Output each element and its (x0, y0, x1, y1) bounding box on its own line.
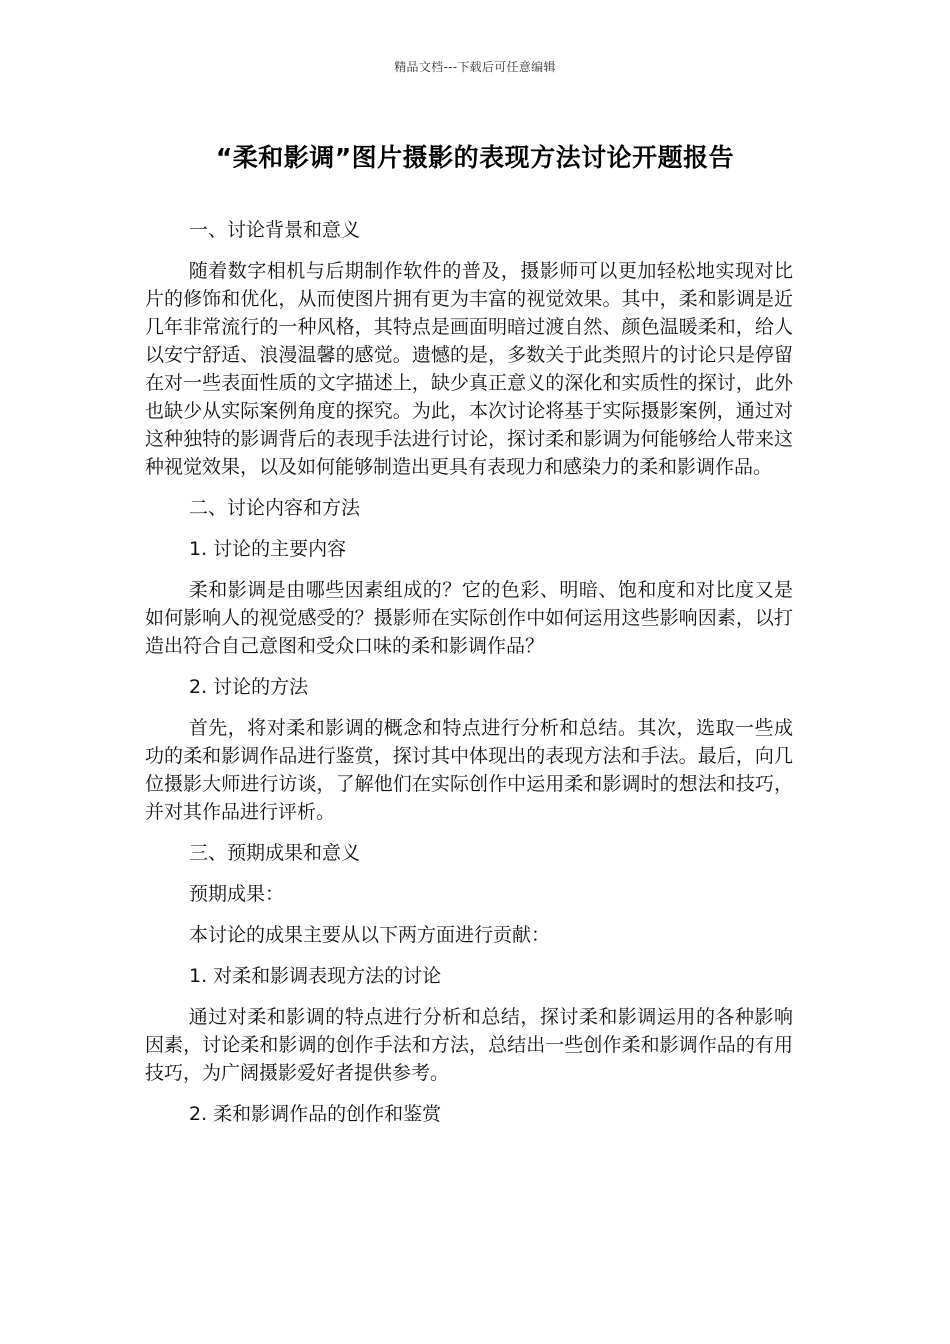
section-heading-3: 三、预期成果和意义 (189, 842, 361, 864)
section-heading-2: 二、讨论内容和方法 (189, 497, 361, 519)
subheading-3-1: 1. 对柔和影调表现方法的讨论 (189, 965, 442, 987)
document-body (145, 216, 793, 1141)
section-heading-1: 一、讨论背景和意义 (189, 219, 361, 241)
contribution-intro: 本讨论的成果主要从以下两方面进行贡献： (189, 924, 551, 946)
section-2-2-paragraph: 首先，将对柔和影调的概念和特点进行分析和总结。其次，选取一些成功的柔和影调作品进行鉴赏，探讨其中体现出的表现方法和手法。最后，向几位摄影大师进行访谈，了解他们在实际创作中运用柔和影调时的想法和技巧，并对其作品进行评析。 (145, 717, 793, 823)
subheading-2-2: 2. 讨论的方法 (189, 676, 309, 698)
document-title: “柔和影调”图片摄影的表现方法讨论开题报告 (215, 143, 735, 172)
header-note: 精品文档---下载后可任意编辑 (394, 60, 556, 74)
section-3-1-paragraph: 通过对柔和影调的特点进行分析和总结，探讨柔和影调运用的各种影响因素，讨论柔和影调的创作手法和方法，总结出一些创作柔和影调作品的有用技巧，为广阔摄影爱好者提供参考。 (145, 1006, 793, 1084)
section-2-1-paragraph: 柔和影调是由哪些因素组成的？它的色彩、明暗、饱和度和对比度又是如何影响人的视觉感受的？摄影师在实际创作中如何运用这些影响因素，以打造出符合自己意图和受众口味的柔和影调作品？ (145, 579, 793, 657)
expected-results-label: 预期成果： (189, 883, 285, 905)
subheading-2-1: 1. 讨论的主要内容 (189, 538, 347, 560)
subheading-3-2: 2. 柔和影调作品的创作和鉴赏 (189, 1103, 442, 1125)
section-1-paragraph: 随着数字相机与后期制作软件的普及，摄影师可以更加轻松地实现对比片的修饰和优化，从而使图片拥有更为丰富的视觉效果。其中，柔和影调是近几年非常流行的一种风格，其特点是画面明暗过渡自然、颜色温暖柔和，给人以安宁舒适、浪漫温馨的感觉。遗憾的是，多数关于此类照片的讨论只是停留在对一些表面性质的文字描述上，缺少真正意义的深化和实质性的探讨，此外也缺少从实际案例角度的探究。为此，本次讨论将基于实际摄影案例，通过对这种独特的影调背后的表现手法进行讨论，探讨柔和影调为何能够给人带来这种视觉效果，以及如何能够制造出更具有表现力和感染力的柔和影调作品。 (145, 260, 793, 478)
